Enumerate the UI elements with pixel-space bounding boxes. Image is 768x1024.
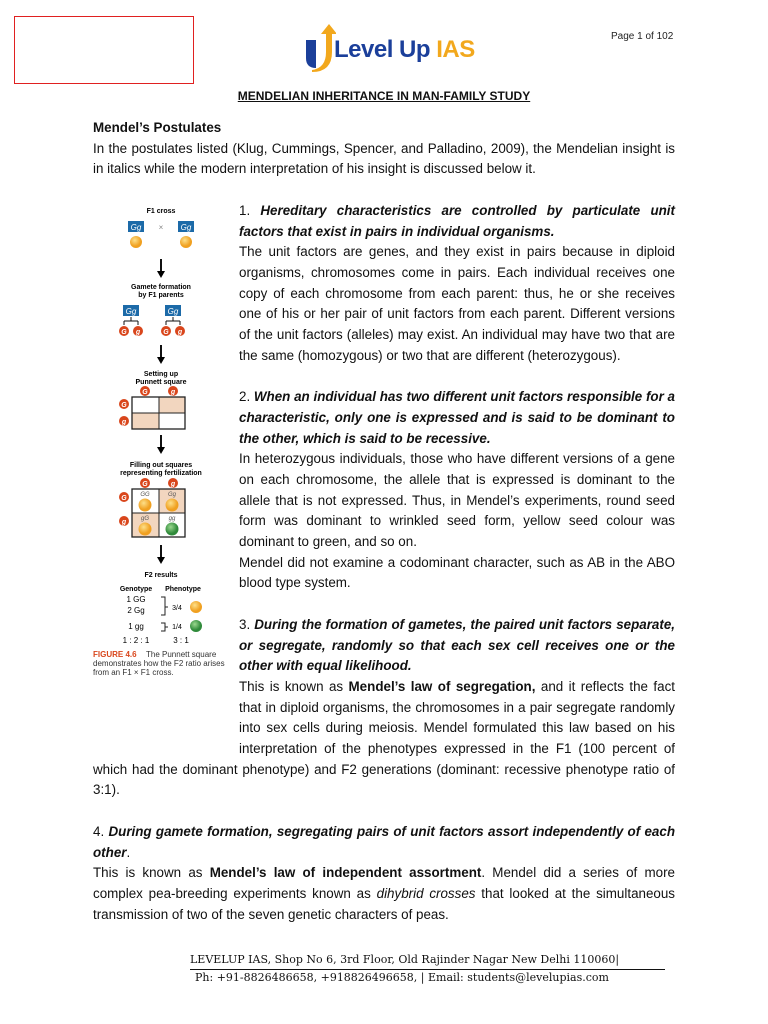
postulate-statement: Hereditary characteristics are controlled by particulate unit factors that exist in pairs in individual organisms. xyxy=(239,202,675,239)
genotype-text: Gg xyxy=(167,306,179,316)
phenotype-header: Phenotype xyxy=(165,585,201,593)
allele-label: g xyxy=(170,388,176,396)
yellow-pea xyxy=(190,601,202,613)
postulate-statement: When an individual has two different unit factors responsible for a characteristic, only one is expressed and is said to be dominant to the other, which is said to be recessive. xyxy=(239,389,675,446)
postulate-statement: During gamete formation, segregating pairs of unit factors assort independently of each other xyxy=(93,823,676,860)
genotype-header: Genotype xyxy=(119,585,153,593)
section-heading: Mendel’s Postulates xyxy=(93,120,222,135)
document-title: MENDELIAN INHERITANCE IN MAN-FAMILY STUDY xyxy=(237,89,531,103)
by-parents-label: by F1 parents xyxy=(138,291,184,299)
phenotype-ratio: 3 : 1 xyxy=(173,635,189,645)
cell-genotype: gg xyxy=(168,515,176,522)
genotype-text: Gg xyxy=(130,222,142,232)
phenotype-fraction: 1/4 xyxy=(172,623,182,631)
law-of-segregation: Mendel’s law of segregation, xyxy=(348,678,536,694)
down-arrow-icon xyxy=(157,435,165,454)
setting-up-label: Setting up xyxy=(143,370,179,378)
cross-sign: × xyxy=(158,222,164,232)
punnett-square-label: Punnett square xyxy=(135,378,187,386)
allele-label: G xyxy=(121,401,127,409)
f2-results-label: F2 results xyxy=(144,571,178,579)
page-footer xyxy=(190,952,665,986)
postulate-4: 4. During gamete formation, segregating pairs of unit factors assort independently of each other. xyxy=(93,823,676,860)
postulate-2: 2. When an individual has two different unit factors responsible for a characteristic, only one is expressed and is said to be dominant to the other, which is said to be recessive. xyxy=(239,389,675,446)
figure-caption: from an F1 × F1 cross. xyxy=(93,667,174,677)
postulate-3: 3. During the formation of gametes, the paired unit factors separate, or segregate, randomly so that each sex cell receives one or the other with equal likelihood. xyxy=(239,616,675,674)
punnett-square-figure xyxy=(93,201,239,741)
down-arrow-icon xyxy=(157,259,165,278)
genotype-count: 2 Gg xyxy=(127,605,145,615)
filled-punnett-square xyxy=(132,489,185,537)
allele-label: g xyxy=(121,418,127,426)
figure-caption: The Punnett square xyxy=(146,649,217,659)
footer-contact: Ph: +91-8826486658, +918826496658, | Email: students@levelupias.com xyxy=(195,971,609,984)
postulate-1: 1. Hereditary characteristics are controlled by particulate unit factors that exist in pairs in individual organisms. xyxy=(239,202,675,239)
postulate-explanation: This is known as Mendel’s law of segregation, and it reflects the fact that in diploid organisms, the chromosomes in a pair segregate randomly into sex cells during meiosis. Mendel formulated this law based on his interpretation of the phenotypes expressed in the F1 (100 percent of which had the dominant phenotype) and F2 generations (dominant: recessive phenotype ratio of 3:1). xyxy=(93,678,675,798)
representing-label: representing fertilization xyxy=(120,469,202,477)
allele-label: g xyxy=(121,518,127,526)
logo-accent-text: IAS xyxy=(436,36,475,63)
levelup-ias-logo xyxy=(302,22,475,72)
allele-label: G xyxy=(163,328,169,336)
genotype-count: 1 GG xyxy=(126,594,146,604)
red-annotation-box xyxy=(14,16,194,84)
allele-label: g xyxy=(170,480,176,488)
intro-paragraph: In the postulates listed (Klug, Cummings, Spencer, and Palladino, 2009), the Mendelian insight is in italics while the modern interpretation of his insight is discussed below it. xyxy=(93,140,675,177)
allele-label: G xyxy=(121,494,127,502)
postulate-explanation: This is known as Mendel’s law of independent assortment. Mendel did a series of more complex pea-breeding experiments known as dihybrid crosses that looked at the simultaneous transmission of two of the seven genetic characters of peas. xyxy=(93,865,676,922)
yellow-pea xyxy=(130,236,142,248)
genotype-count: 1 gg xyxy=(128,621,144,631)
allele-label: G xyxy=(142,388,148,396)
logo-arrow-icon xyxy=(302,22,336,72)
postulate-explanation: Mendel did not examine a codominant character, such as AB in the ABO blood type system. xyxy=(239,554,675,591)
postulate-explanation: The unit factors are genes, and they exist in pairs because in diploid organisms, chromosomes come in pairs. Each individual receives one copy of each chromosome from each parent: thus, he or she receives one of his or her pair of unit factors from each parent. Different versions of the unit factors (alleles) may exist. An individual may have two that are the same (homozygous) or two that are different (heterozygous). xyxy=(239,244,675,363)
figure-caption-label: FIGURE 4.6 xyxy=(93,649,137,659)
green-pea xyxy=(190,620,202,632)
logo-text: Level Up xyxy=(334,36,431,63)
document-body xyxy=(93,118,675,925)
page-number: Page 1 of 102 xyxy=(611,31,674,42)
yellow-pea xyxy=(180,236,192,248)
cell-genotype: Gg xyxy=(167,491,177,498)
genotype-text: Gg xyxy=(125,306,137,316)
allele-label: g xyxy=(177,328,183,336)
figure-caption: demonstrates how the F2 ratio arises xyxy=(93,658,225,668)
allele-label: G xyxy=(121,328,127,336)
postulate-explanation: In heterozygous individuals, those who have different versions of a gene on each chromosome, the allele that is expressed is dominant to the allele that is not expressed. Thus, in Mendel’s experiments, round seed form was dominant to wrinkled seed form, yellow seed colour was dominant to green, and so on. xyxy=(239,451,675,550)
law-of-independent-assortment: Mendel’s law of independent assortment xyxy=(209,865,482,881)
dihybrid-crosses: dihybrid crosses xyxy=(376,885,476,901)
postulate-statement: During the formation of gametes, the paired unit factors separate, or segregate, randomly so that each sex cell receives one or the other with equal likelihood. xyxy=(239,616,675,674)
filling-out-label: Filling out squares xyxy=(129,461,193,469)
empty-punnett-square xyxy=(132,397,185,429)
genotype-text: Gg xyxy=(180,222,192,232)
gamete-formation-label: Gamete formation xyxy=(131,283,191,291)
allele-label: g xyxy=(135,328,141,336)
phenotype-fraction: 3/4 xyxy=(172,604,182,612)
genotype-ratio: 1 : 2 : 1 xyxy=(122,635,150,645)
cell-genotype: gG xyxy=(140,515,150,522)
down-arrow-icon xyxy=(157,345,165,364)
f1-cross-label: F1 cross xyxy=(146,207,176,215)
footer-address: LEVELUP IAS, Shop No 6, 3rd Floor, Old Rajinder Nagar New Delhi 110060| xyxy=(190,952,665,970)
allele-label: G xyxy=(142,480,148,488)
cell-genotype: GG xyxy=(140,491,150,498)
down-arrow-icon xyxy=(157,545,165,564)
